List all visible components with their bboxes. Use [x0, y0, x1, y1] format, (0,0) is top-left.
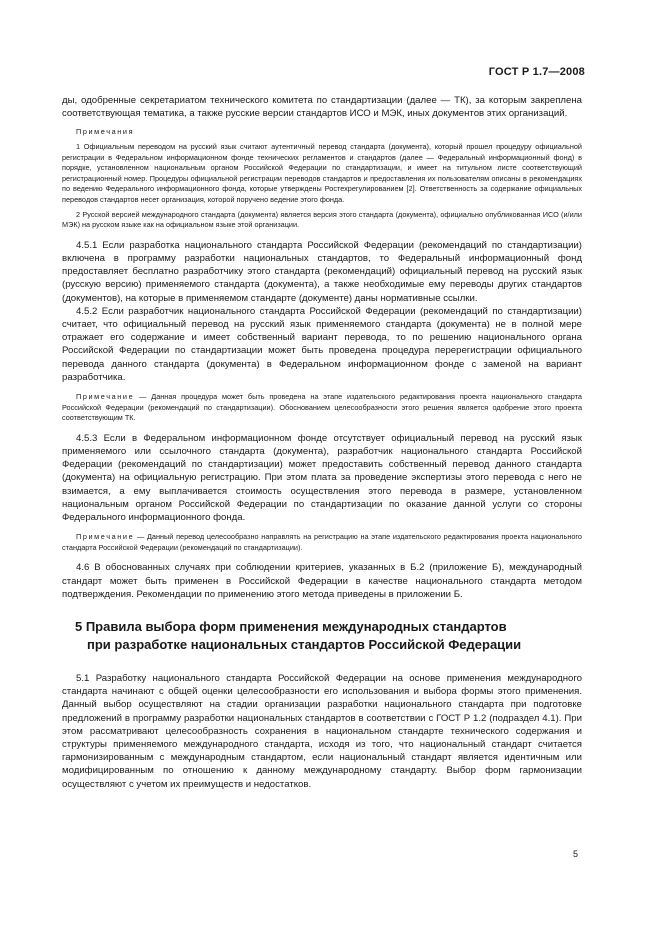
page-number: 5: [572, 849, 578, 859]
note-4-5-2: [62, 392, 582, 424]
note-text: — Данная процедура может быть проведена на этапе издательского редактирования проекта национального стандарта Российской Федерации (рекомендаций по стандартизации). Обоснованием целесообразности этого решения является одобрение этого проекта соответствующим ТК.: [62, 391, 582, 423]
note-1: 1 Официальным переводом на русский язык считают аутентичный перевод стандарта (документа), который прошел процедуру официальной регистрации в Федеральном информационном фонде технических регламентов и стандартов (далее — Федеральный информационный фонд) в порядке, установленном национальным органом Российской Федерации по стандартизации, и имеет на титульном листе соответствующий регистрационный номер. Процедуры официальной регистрации переводов стандартов и предоставления их пользователям описаны в рекомендациях по ведению Федерального информационного фонда, которые утверждены Ростехрегулированием [2]. Ответственность за содержание официальных переводов стандартов несет организация, которой поручено ведение этого фонда.: [62, 142, 582, 204]
section-5-title: [62, 618, 582, 654]
clause-4-5-3: 4.5.3 Если в Федеральном информационном фонде отсутствует официальный перевод на русский язык применяемого или ссылочного стандарта (документа), разработчик национального стандарта Российской Федерации (рекомендаций по стандартизации) может предоставить собственный перевод данного стандарта (документа) на официальную регистрацию. При этом плата за проведение экспертизы этого перевода с него не взимается, а ему выплачивается стоимость осуществления этого перевода в размере, установленном национальным органом Российской Федерации по стандартизации по оказание данной услуги со стороны Федерального информационного фонда.: [62, 432, 582, 523]
notes-title: Примечания: [76, 127, 135, 137]
note-label: Примечание: [76, 532, 135, 542]
note-label: Примечание: [76, 391, 135, 401]
note-text: — Данный перевод целесообразно направлять на регистрацию на этапе издательского редактирования проекта национального стандарта Российской Федерации (рекомендаций по стандартизации).: [62, 532, 582, 552]
clause-4-5-1: 4.5.1 Если разработка национального стандарта Российской Федерации (рекомендаций по стандартизации) включена в программу разработки национальных стандартов, то Федеральный информационный фонд предоставляет бесплатно разработчику этого стандарта (рекомендаций) официальный перевод на русский язык (русскую версию) применяемого стандарта (документа), а также необходимые ему переводы других стандартов (документов), на которые в применяемом стандарте (документе) даны нормативные ссылки.: [62, 239, 582, 304]
note-4-5-3: [62, 532, 582, 553]
note-2: 2 Русской версией международного стандарта (документа) является версия этого стандарта (документа), официально опубликованная ИСО (и/или МЭК) на русском языке как на официальном языке этой организации.: [62, 209, 582, 230]
section-5-title-line1: 5 Правила выбора форм применения международных стандартов: [75, 618, 507, 634]
page-content: [62, 94, 582, 791]
page-header-doc-code: ГОСТ Р 1.7—2008: [488, 66, 585, 78]
section-5-title-line2: при разработке национальных стандартов Российской Федерации: [87, 636, 522, 652]
clause-4-6: 4.6 В обоснованных случаях при соблюдении критериев, указанных в Б.2 (приложение Б), международный стандарт может быть применен в Российской Федерации в качестве национального стандарта методом подтверждения. Рекомендации по применению этого метода приведены в приложении Б.: [62, 562, 582, 600]
clause-4-5-2: 4.5.2 Если разработчик национального стандарта Российской Федерации (рекомендаций по стандартизации) считает, что официальный перевод на русский язык применяемого стандарта (документа) не в полной мере отражает его содержание и имеет собственный вариант перевода, то по решению национального органа Российской Федерации по стандартизации может быть проведена процедура перерегистрации официального перевода данного стандарта (документа) в Федеральном информационном фонде с заменой на вариант разработчика.: [62, 305, 582, 383]
clause-5-1: 5.1 Разработку национального стандарта Российской Федерации на основе применения международного стандарта начинают с общей оценки целесообразности его использования и выбора формы этого применения. Данный выбор осуществляют на стадии организации разработки национального стандарта при подготовке предложений в программу разработки национальных стандартов в соответствии с ГОСТ Р 1.2 (подраздел 4.1). При этом рассматривают целесообразность сохранения в национальном стандарте технического содержания и структуры применяемого международного стандарта, исходя из того, что национальный стандарт считается гармонизированным с международным стандартом, если национальный стандарт является идентичным или модифицированным по отношению к данному международному стандарту. Выбор форм гармонизации осуществляют с учетом их преимуществ и недостатков.: [62, 672, 582, 790]
intro-paragraph: ды, одобренные секретариатом технического комитета по стандартизации (далее — ТК), за которым закреплена соответствующая тематика, а также русские версии стандартов ИСО и МЭК, иных документов этих организаций.: [62, 95, 582, 120]
